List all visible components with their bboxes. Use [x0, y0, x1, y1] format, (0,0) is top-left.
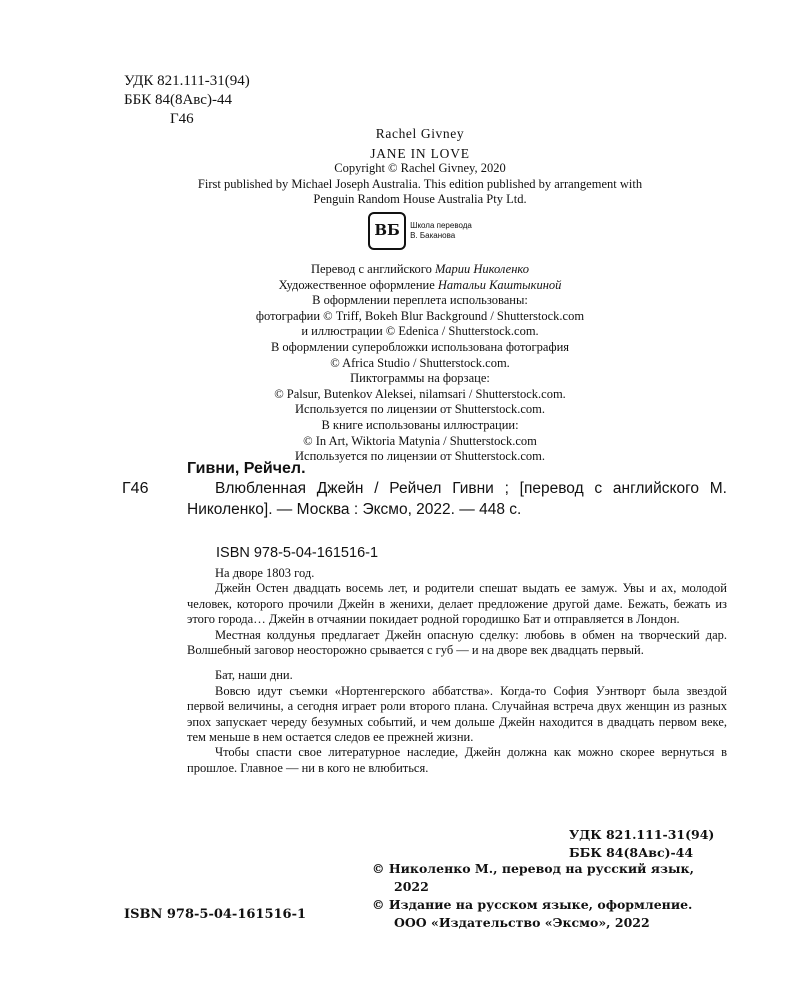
book-credit-3: Используется по лицензии от Shutterstock.com.: [295, 449, 545, 464]
artist-name: Натальи Каштыкиной: [437, 277, 562, 292]
title-en: JANE IN LOVE: [370, 145, 470, 161]
translation-school-logo: [368, 212, 472, 250]
classification-codes-bottom: [569, 826, 714, 862]
translation-credit: Перевод с английского Марии Николенко: [310, 261, 530, 276]
copyright-edition: © Издание на русском языке, оформление.: [372, 897, 693, 912]
isbn-record: ISBN 978-5-04-161516-1: [216, 545, 379, 561]
classification-codes-top: [124, 72, 250, 129]
annotation-paragraph: Джейн Остен двадцать восемь лет, и родители спешат выдать ее замуж. Увы и ах, молодой человек, которого прочили Джейн в женихи, делает предложение другой даме. Бежать, бежать из этого города… Джейн в отчаянии покидает родной городишко Бат и отправляется в Лондон.: [187, 581, 727, 627]
annotation-paragraph: Чтобы спасти свое литературное наследие, Джейн должна как можно скорее вернуться в прошлое. Главное — ни в кого не влюбиться.: [187, 745, 727, 775]
cover-credit-1: В оформлении переплета использованы:: [312, 293, 528, 308]
picto-credit-2: © Palsur, Butenkov Aleksei, nilamsari / Shutterstock.com.: [274, 386, 566, 401]
copyright-translation: © Николенко М., перевод на русский язык,: [372, 861, 694, 876]
logo-line-1: Школа перевода: [410, 220, 472, 230]
copyright-en: Copyright © Rachel Givney, 2020: [334, 161, 506, 176]
annotation-paragraph: Вовсю идут съемки «Нортенгерского аббатства». Когда-то София Уэнтворт была звездой первой величины, а сегодня играет роли второго плана. Случайная встреча двух женщин из разных эпох запускает череду безумных событий, и чем дольше Джейн находится в двадцать первом веке, тем меньше в нем остается следов ее прежней жизни.: [187, 683, 727, 745]
book-credit-1: В книге использованы иллюстрации:: [321, 417, 519, 432]
art-credit: Художественное оформление Натальи Каштыкиной: [278, 277, 562, 292]
credits-block: [120, 126, 720, 465]
copyright-translation-year: 2022: [394, 879, 429, 894]
logo-text: [410, 221, 472, 241]
translator-name: Марии Николенко: [434, 261, 530, 276]
copyright-publisher: ООО «Издательство «Эксмо», 2022: [394, 915, 650, 930]
author-en: Rachel Givney: [375, 126, 465, 141]
book-credit-2: © In Art, Wiktoria Matynia / Shutterstock.com: [303, 433, 537, 448]
annotation-paragraph: Бат, наши дни.: [215, 668, 293, 683]
cover-credit-2: фотографии © Triff, Bokeh Blur Background / Shutterstock.com: [255, 308, 585, 323]
picto-credit-3: Используется по лицензии от Shutterstock.com.: [295, 402, 545, 417]
bibliographic-sign: Г46: [122, 480, 149, 497]
author-ru: Гивни, Рейчел.: [187, 460, 306, 477]
udk-code: УДК 821.111-31(94): [124, 73, 250, 89]
logo-line-2: В. Баканова: [410, 230, 456, 240]
bbk-code: ББК 84(8Авс)-44: [124, 92, 232, 108]
bbk-code: ББК 84(8Авс)-44: [569, 845, 694, 860]
published-line-1: First published by Michael Joseph Australia. This edition published by arrangement with: [197, 176, 643, 191]
record-text: Влюбленная Джейн / Рейчел Гивни ; [перевод с английского М. Николенко]. — Москва : Эксмо, 2022. — 448 с.: [187, 480, 727, 518]
cover-credit-3: и иллюстрации © Edenica / Shutterstock.com.: [301, 324, 539, 339]
jacket-credit-2: © Africa Studio / Shutterstock.com.: [330, 355, 510, 370]
annotation: [187, 566, 727, 776]
annotation-paragraph: Местная колдунья предлагает Джейн опасную сделку: любовь в обмен на творческий дар. Волшебный заговор неосторожно срывается с губ — и на дворе век двадцать первый.: [187, 627, 727, 658]
isbn-bottom: ISBN 978-5-04-161516-1: [124, 907, 307, 922]
jacket-credit-1: В оформлении суперобложки использована фотография: [270, 339, 570, 354]
author-sign: Г46: [170, 111, 194, 127]
picto-credit-1: Пиктограммы на форзаце:: [350, 371, 490, 386]
published-line-2: Penguin Random House Australia Pty Ltd.: [313, 192, 527, 207]
vb-logo-icon: ВБ: [368, 212, 406, 250]
udk-code: УДК 821.111-31(94): [569, 827, 715, 842]
copyright-ru: [372, 860, 752, 932]
annotation-paragraph: На дворе 1803 год.: [215, 566, 315, 580]
bibliographic-record: [187, 478, 727, 520]
